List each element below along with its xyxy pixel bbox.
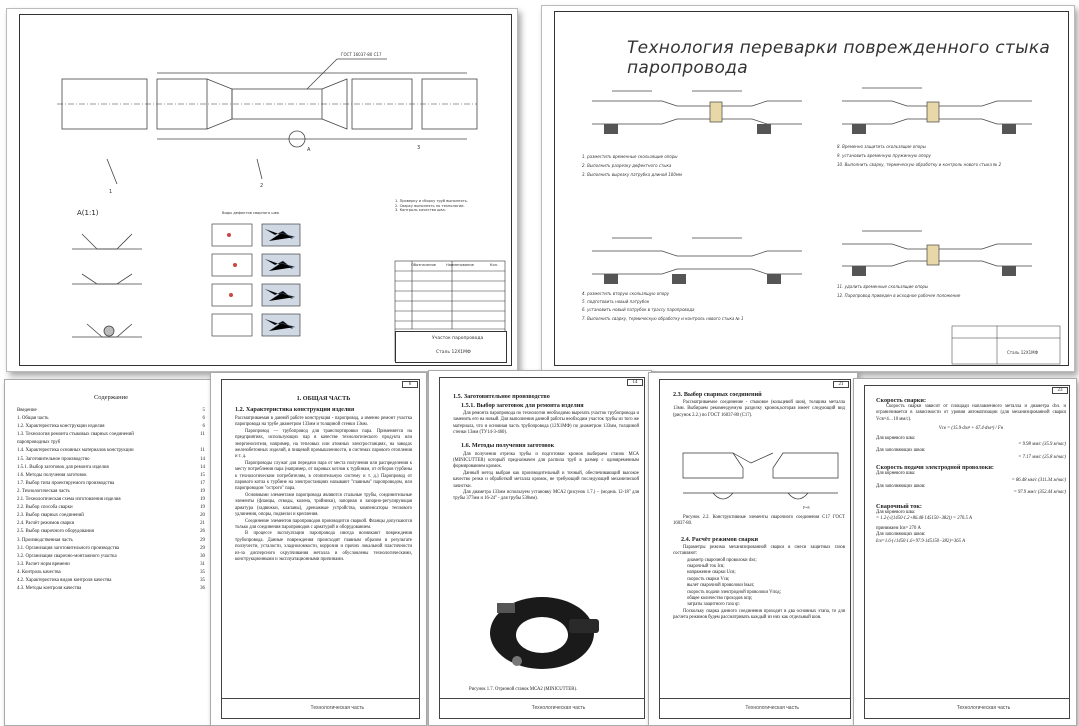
toc-page-number: 17 xyxy=(200,480,205,486)
formula-result: = 7.17 мм/с (25.8 м/час) xyxy=(1018,454,1066,460)
technical-notes: 1. Проверку и сборку труб выполнять. 2. Сварку выполнять по технологии. 3. Контроль качества шва. xyxy=(395,199,468,213)
list-item: сварочный ток Iсв; xyxy=(687,564,725,570)
toc-page-number: 14 xyxy=(200,464,205,470)
paragraph: Данный метод выбран как производительный и точный, обеспечивающий высокое качество резки и обработкой металла кромок, не требующий последующей механической зачистки. xyxy=(453,470,639,489)
toc-row xyxy=(17,431,205,439)
paragraph: Для диаметра 133мм используем установку МСА2 (рисунок 1.7.) – (модель 12-18'' для трубы 377мм и 16-24'' - для трубы 530мм). xyxy=(453,490,639,502)
formula-heading: Скорость сварки: xyxy=(876,397,926,404)
toc-page-number: 26 xyxy=(200,529,205,535)
formula-label: Для заполняющих швов: xyxy=(876,448,926,454)
section-heading: 1.5. Заготовительное производство xyxy=(453,393,550,400)
list-item: скорость подачи электродной проволоки Vпод; xyxy=(687,589,781,595)
steps-upper-left: 1. разместить временные скользящие опоры 2. Выполнить разрезку дефектного стыка 3. Выполнить вырезку патрубка длиной 100мм xyxy=(582,154,682,178)
text-page-formulas xyxy=(853,378,1077,726)
toc-page-number: 15 xyxy=(200,472,205,478)
toc-page-number: 19 xyxy=(200,488,205,494)
svg-text:1: 1 xyxy=(109,189,113,195)
toc-page-number xyxy=(195,439,205,447)
footer-label: Технологическая часть xyxy=(310,705,365,711)
toc-page-number: 6 xyxy=(202,424,205,430)
toc-entry: 2.3. Выбор сварных соединений xyxy=(17,513,84,519)
formula-label: Для заполняющих швов: xyxy=(876,532,926,538)
steps-lower-left: 4. разместить вторую скользящую опору 5. подготовить новый патрубок 6. установить новый патрубок в трассу паропровода 7. Выполнить сварку, термическую обработку и контроль нового стыка № 1 xyxy=(582,291,744,321)
toc-row xyxy=(17,537,205,545)
toc-entry: 4. Контроль качества xyxy=(17,569,61,575)
toc-entry: 1.6. Методы получения заготовок xyxy=(17,472,87,478)
formula-label: Для корневого шва: xyxy=(876,509,916,515)
paragraph: Паропроводы служат для передачи пара от места получения или распределения к месту потребления пара (например, от паровых котлов к турбинам, от отборов турбины к технологическим потребителям, в отопительную систему и т. д.) Паропровод от парового котла к турбине на электростанциях называют "главным" паропроводом, или паропроводом "острого" пара. xyxy=(235,460,412,492)
steps-upper-right: 8. Временно защитить скользящие опоры 9. установить временную пружинную опору 10. Выполнить сварку, термическую обработку и контроль нового стыка № 2 xyxy=(837,144,1002,168)
toc-entry: 1.5. Заготовительное производство xyxy=(17,456,90,462)
toc-row xyxy=(17,577,205,585)
toc-row xyxy=(17,504,205,512)
spec-table-header: Обозначение Наименование Кол. xyxy=(411,263,499,267)
title-block xyxy=(395,331,507,363)
svg-text:ГОСТ 16037-80 С17: ГОСТ 16037-80 С17 xyxy=(341,52,382,57)
section-heading: 1. ОБЩАЯ ЧАСТЬ xyxy=(296,395,351,402)
toc-row xyxy=(17,439,205,447)
toc-entry: паропроводных труб xyxy=(17,440,61,446)
toc-row xyxy=(17,585,205,593)
section-label: А(1:1) xyxy=(77,209,99,217)
formula-result: = 1.2·(√(1450·1.2+86.48·145150−382)) = 270.5 А xyxy=(876,516,972,522)
toc-row xyxy=(17,456,205,464)
page-number: 14 xyxy=(627,379,643,386)
toc-entry: 4.2. Характеристика видов контроля качества xyxy=(17,577,112,583)
drawing-sheet-2 xyxy=(541,5,1075,372)
subsection-heading: 2.4. Расчёт режимов сварки xyxy=(681,535,759,543)
list-item: скорость сварки Vсв; xyxy=(687,576,730,582)
subsection-heading: 1.5.1. Выбор заготовок для ремонта изделия xyxy=(461,402,584,409)
toc-row xyxy=(17,545,205,553)
toc-page-number: 11 xyxy=(200,448,205,454)
list-item: диаметр сварочной проволоки dэл; xyxy=(687,557,757,563)
paragraph: Для получения отрезка трубы и подготовки кромок выбираем станок МСА (MINICUTTER) который предназначен для распила труб в размер с одновременным формированием кромок. xyxy=(453,451,639,470)
parameter-list xyxy=(687,558,845,609)
paragraph: Соединение элементов паропроводов производится сваркой. Фланцы допускаются только для соединения паропроводов с арматурой и оборудованием. xyxy=(235,518,412,530)
paragraph: Рассматриваемая в данной работе конструкция - паропровод, а именно ремонт участка паропровода на трубе диаметром 133мм и толщиной стенки 13мм. xyxy=(235,416,412,428)
formula-label: Для заполняющих швов: xyxy=(876,484,926,490)
toc-page-number: 29 xyxy=(200,537,205,543)
formula: Vсв = (15.9·dэл³ + 67.4·dэл²) / Fн xyxy=(938,426,1004,432)
toc-row xyxy=(17,423,205,431)
drawing-title: Технология переварки поврежденного стыка паропровода xyxy=(627,38,1051,78)
toc-page-number: 31 xyxy=(200,561,205,567)
paragraph: Параметры режима механизированной сварки в смеси защитных газов составляют: xyxy=(673,544,845,557)
formula-result: = 86.48 мм/с (311.34 м/час) xyxy=(1011,477,1066,483)
toc-entry: 3.1. Организация заготовительного производства xyxy=(17,545,120,551)
toc-row xyxy=(17,488,205,496)
toc-page-number: 11 xyxy=(200,432,205,438)
list-item: напряжение сварки Uсв; xyxy=(687,570,736,576)
toc-page-number: 14 xyxy=(200,456,205,462)
svg-text:3: 3 xyxy=(417,145,421,151)
subsection-heading: 2.3. Выбор сварных соединений xyxy=(673,391,762,398)
paragraph: Основными элементами паропровода являются стальные трубы, соединительные элементы (фланцы, отводы, колена, тройники), запорная и запорно-регулирующая арматура (задвижки, клапаны), дренажные устройства, компенсаторы теплового удлинения, опоры, подвески и крепления. xyxy=(235,492,412,518)
toc-row xyxy=(17,480,205,488)
minicutter-photo xyxy=(477,581,607,681)
footer-label: Технологическая часть xyxy=(956,705,1011,711)
toc-page-number: 35 xyxy=(200,569,205,575)
figure-caption: Рисунок 1.7. Отрезной станок МСА2 (MINICUTTER). xyxy=(469,687,578,692)
toc-row xyxy=(17,553,205,561)
toc-entry: 3.2. Организация сварочно-монтажного участка xyxy=(17,553,117,559)
paragraph: Рассматриваемое соединение - стыковое (кольцевой шов), толщина металла 13мм. Выбираем рекомендуемую разделку кромок,которая имеет следующий вид (рисунок 2.2.) по ГОСТ 16037-80 (С17). xyxy=(673,400,845,418)
toc-row xyxy=(17,512,205,520)
formula-result: = 9.98 мм/с (35.9 м/час) xyxy=(1018,442,1066,448)
paragraph: Поскольку сварка данного соединения проходит в два основных этапа, то для расчета режимов будем рассматривать каждый из них как отдельный шов. xyxy=(673,608,845,621)
list-item: общее количество проходов nпр; xyxy=(687,596,753,602)
toc-row xyxy=(17,520,205,528)
svg-text:F=8: F=8 xyxy=(803,505,810,510)
toc-row xyxy=(17,415,205,423)
formula-result: = 97.9 мм/с (352.44 м/час) xyxy=(1013,490,1066,496)
toc-entry: 2.5. Выбор сварочного оборудования xyxy=(17,529,94,535)
drawing-sheet-1 xyxy=(6,8,518,372)
toc-row xyxy=(17,447,205,455)
toc-page-number: 21 xyxy=(200,521,205,527)
toc-entry: 1.5.1. Выбор заготовок для ремонта изделия xyxy=(17,464,109,470)
subsection-heading: 1.6. Методы получения заготовок xyxy=(461,441,555,449)
subsection-heading: 1.2. Характеристика конструкции изделия xyxy=(235,406,355,413)
formula-label: Для корневого шва: xyxy=(876,435,916,441)
toc-page-number: 5 xyxy=(202,408,205,413)
toc-entry: 1.4. Характеристика основных материалов конструкции xyxy=(17,448,134,454)
list-item: затраты защитного газа qг. xyxy=(687,602,740,608)
svg-text:А: А xyxy=(307,147,311,153)
toc-entry: 1.7. Выбор типа проектируемого производства xyxy=(17,480,115,486)
toc-page-number: 19 xyxy=(200,505,205,511)
toc-row xyxy=(17,464,205,472)
text-page-general xyxy=(210,372,427,726)
toc-row xyxy=(17,528,205,536)
text-page-blanks xyxy=(428,370,652,726)
page-number: 6 xyxy=(402,381,418,388)
text-page-joints xyxy=(648,372,858,726)
formula-heading: Сварочный ток: xyxy=(876,502,922,510)
toc-entry: 2.4. Расчёт режимов сварки xyxy=(17,521,75,527)
steps-lower-right: 11. удалить временные скользящие опоры 12. Паропровод приведен в исходное рабочее положение xyxy=(837,284,961,299)
page-number: 23 xyxy=(1052,387,1068,394)
svg-text:2: 2 xyxy=(260,183,264,189)
toc-page-number: 20 xyxy=(200,513,205,519)
formula-label: принимаем Iсв= 270 А xyxy=(876,525,921,531)
stamp-material-2: Сталь 12Х1МФ xyxy=(1007,350,1039,355)
defect-view-note: Виды дефектов сварного шва xyxy=(222,211,279,215)
toc-entry: 2.2. Выбор способа сварки xyxy=(17,505,73,511)
toc-entry: 4.3. Методы контроля качества xyxy=(17,586,82,592)
weld-joint-drawing xyxy=(673,433,848,513)
paragraph: Скорость сварки зависит от площади наплавленного металла и диаметра dэл. и ограничивается в зависимости от уровня автоматизации (для механизированной сварки Vсв=4…10 мм/с). xyxy=(876,404,1066,422)
toc-entry: 1. Общая часть xyxy=(17,416,49,422)
toc-page-number: 19 xyxy=(200,497,205,503)
list-item: вылет сварочной проволоки lвыл; xyxy=(687,583,755,589)
toc-entry: 2. Технологическая часть xyxy=(17,488,70,494)
toc-page-number: 30 xyxy=(200,553,205,559)
toc-row xyxy=(17,407,205,415)
paragraph: Паропровод — трубопровод для транспортировки пара. Применяется на предприятиях, использующих пар в качестве технологического продукта или энергоносителя, например, на тепловых или атомных электростанциях, на заводах железобетонных изделий, в пищевой промышленности, в системах парового отопления и т. д. xyxy=(235,428,412,460)
toc-entry: 2.1. Технологическая схема изготовления изделия xyxy=(17,497,121,503)
pipe-assembly-drawing xyxy=(7,9,517,371)
figure-caption: Рисунок 2.2. Конструктивные элементы сварочного соединения С17 ГОСТ 16037-80. xyxy=(673,515,845,527)
stamp-material: Сталь 12Х1МФ xyxy=(436,350,471,355)
toc-row xyxy=(17,496,205,504)
formula-label: Для корневого шва: xyxy=(876,471,916,477)
stamp-title: Участок паропровода xyxy=(432,336,484,341)
toc-list xyxy=(17,407,205,593)
toc-page-number: 29 xyxy=(200,545,205,551)
toc-entry: 1.2. Характеристика конструкции изделия xyxy=(17,424,105,430)
toc-entry: 3.3. Расчет норм времени xyxy=(17,561,70,567)
toc-page-number: 35 xyxy=(200,577,205,583)
toc-entry: 1.3. Технология ремонта стыковых сварных соединений xyxy=(17,432,134,438)
toc-page-number: 6 xyxy=(202,416,205,422)
footer-label: Технологическая часть xyxy=(531,705,586,711)
toc-title: Содержание xyxy=(93,394,129,401)
paragraph: Для ремонта паропровода по технологии необходимо вырезать участок трубопровода и заменить его на новый. Для выполнения данной работы необходим участок трубы из того же материала, что и основная часть трубопровода (12Х1МФ) по диаметром 133мм, толщиной стенки 13мм (ТУ14-3-460). xyxy=(453,411,639,436)
toc-entry: Введение xyxy=(17,408,37,413)
page-number: 21 xyxy=(833,381,849,388)
toc-page xyxy=(4,379,216,726)
toc-page-number: 36 xyxy=(200,586,205,592)
toc-entry: 3. Производственная часть xyxy=(17,537,73,543)
toc-row xyxy=(17,472,205,480)
formula-heading: Скорость подачи электродной проволоки: xyxy=(876,464,994,472)
paragraph: В процессе эксплуатации паропровода иногда возникают повреждения трубопровода. Данные повреждения происходят главным образом в результате ползучести, усталости, хладноломкости, коррозии и прочих локальной пластичности из-за дисперсного охрупчивания металла и обусловлены технологическими, конструкционными и эксплуатационными причинами. xyxy=(235,531,412,562)
toc-row xyxy=(17,561,205,569)
toc-row xyxy=(17,569,205,577)
footer-label: Технологическая часть xyxy=(745,705,799,711)
formula-result: Iсв=1.6·(√1450·1.6+97.9·145150−382)=365 А xyxy=(876,538,965,544)
